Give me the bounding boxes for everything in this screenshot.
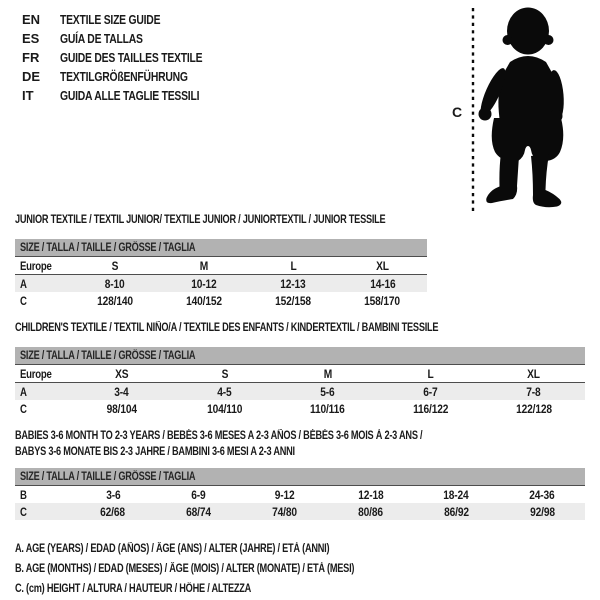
cell: 80/86 xyxy=(327,503,413,520)
cell: 158/170 xyxy=(364,293,401,308)
lang-label: GUIDE DES TAILLES TEXTILE xyxy=(60,50,203,65)
row-label: B xyxy=(20,487,27,502)
table-row xyxy=(15,400,585,417)
size-band: SIZE / TALLA / TAILLE / GRÖSSE / TAGLIA xyxy=(15,239,427,257)
cell: 24-36 xyxy=(529,487,555,502)
cell: 12-13 xyxy=(249,275,338,293)
legend xyxy=(15,539,439,599)
lang-code: EN xyxy=(22,12,41,27)
cell: 140/152 xyxy=(186,293,222,308)
cell: 18-24 xyxy=(443,487,469,502)
cell: 116/122 xyxy=(412,401,449,416)
cell: 92/98 xyxy=(499,503,585,520)
lang-row-it xyxy=(22,86,238,105)
junior-table-title: JUNIOR TEXTILE / TEXTIL JUNIOR/ TEXTILE JUNIOR / JUNIORTEXTIL / JUNIOR TESSILE xyxy=(15,214,386,226)
lang-code: FR xyxy=(22,50,40,65)
row-label: A xyxy=(15,275,70,293)
table-row xyxy=(15,503,585,520)
cell: S xyxy=(70,257,159,275)
cell: 12-18 xyxy=(357,487,384,502)
row-label: Europe xyxy=(15,365,70,383)
cell: M xyxy=(159,257,248,275)
cell: 6-9 xyxy=(191,487,206,502)
cell: 110/116 xyxy=(310,401,345,416)
cell: 68/74 xyxy=(156,503,242,520)
table-row xyxy=(15,275,427,293)
lang-label: GUÍA DE TALLAS xyxy=(60,31,143,46)
lang-row-de xyxy=(22,67,238,86)
lang-row-fr xyxy=(22,48,238,67)
lang-code: DE xyxy=(22,69,41,84)
lang-code: IT xyxy=(22,88,34,103)
table-row xyxy=(15,292,427,309)
cell: 3-6 xyxy=(105,487,121,502)
size-band: SIZE / TALLA / TAILLE / GRÖSSE / TAGLIA xyxy=(15,347,585,365)
row-label: Europe xyxy=(15,257,70,275)
cell: 9-12 xyxy=(274,487,295,502)
cell: 4-5 xyxy=(173,383,276,401)
babies-size-table xyxy=(15,468,585,520)
junior-size-table xyxy=(15,239,427,309)
row-label: C xyxy=(15,503,70,520)
cell: XL xyxy=(482,365,585,383)
cell: 6-7 xyxy=(379,383,482,401)
legend-row-b: B. AGE (MONTHS) / EDAD (MESES) / ÂGE (MOIS) / ALTER (MONATE) / ETÀ (MESI) xyxy=(15,563,355,575)
cell: 5-6 xyxy=(276,383,379,401)
legend-row-c: C. (cm) HEIGHT / ALTURA / HAUTEUR / HÖHE / ALTEZZA xyxy=(15,583,252,595)
table-row xyxy=(15,365,585,383)
cell: 62/68 xyxy=(70,503,156,520)
lang-row-es xyxy=(22,29,238,48)
children-table-title: CHILDREN'S TEXTILE / TEXTIL NIÑO/A / TEXTILE DES ENFANTS / KINDERTEXTIL / BAMBINI TESSILE xyxy=(15,322,439,334)
cell: XL xyxy=(338,257,427,275)
cell: 122/128 xyxy=(515,401,552,416)
lang-label: TEXTILE SIZE GUIDE xyxy=(60,12,161,27)
cell: 74/80 xyxy=(242,503,328,520)
baby-silhouette-icon xyxy=(440,0,600,215)
cell: 8-10 xyxy=(70,275,159,293)
cell: 3-4 xyxy=(70,383,173,401)
cell: L xyxy=(379,365,482,383)
height-measure-label: C xyxy=(452,104,463,120)
legend-row-a: A. AGE (YEARS) / EDAD (AÑOS) / ÂGE (ANS) / ALTER (JAHRE) / ETÀ (ANNI) xyxy=(15,543,330,555)
lang-label: GUIDA ALLE TAGLIE TESSILI xyxy=(60,88,200,103)
row-label: C xyxy=(20,293,27,308)
cell: 86/92 xyxy=(413,503,499,520)
table-row xyxy=(15,383,585,401)
cell: 98/104 xyxy=(106,401,137,416)
row-label: A xyxy=(15,383,70,401)
cell: XS xyxy=(70,365,173,383)
language-list xyxy=(22,10,238,105)
table-row xyxy=(15,486,585,503)
cell: S xyxy=(173,365,276,383)
babies-table-title: BABIES 3-6 MONTH TO 2-3 YEARS / BEBÉS 3-6 MESES A 2-3 AÑOS / BÉBÉS 3-6 MOIS À 2-3 ANS / BABYS 3-6 MONATE BIS 2-3 JAHRE / BAMBINI 3-6 MESI A 2-3 ANNI xyxy=(15,430,423,458)
lang-label: TEXTILGRÖßENFÜHRUNG xyxy=(60,69,188,84)
lang-row-en xyxy=(22,10,238,29)
figure-block xyxy=(440,0,600,215)
baby-silhouette-shape xyxy=(476,8,566,208)
row-label: C xyxy=(20,401,27,416)
cell: 14-16 xyxy=(338,275,427,293)
cell: 7-8 xyxy=(482,383,585,401)
lang-code: ES xyxy=(22,31,40,46)
children-size-table xyxy=(15,347,585,417)
cell: 128/140 xyxy=(96,293,133,308)
cell: 104/110 xyxy=(206,401,243,416)
size-band: SIZE / TALLA / TAILLE / GRÖSSE / TAGLIA xyxy=(15,468,585,486)
cell: L xyxy=(249,257,338,275)
table-row xyxy=(15,257,427,275)
cell: M xyxy=(276,365,379,383)
cell: 10-12 xyxy=(159,275,248,293)
cell: 152/158 xyxy=(275,293,311,308)
